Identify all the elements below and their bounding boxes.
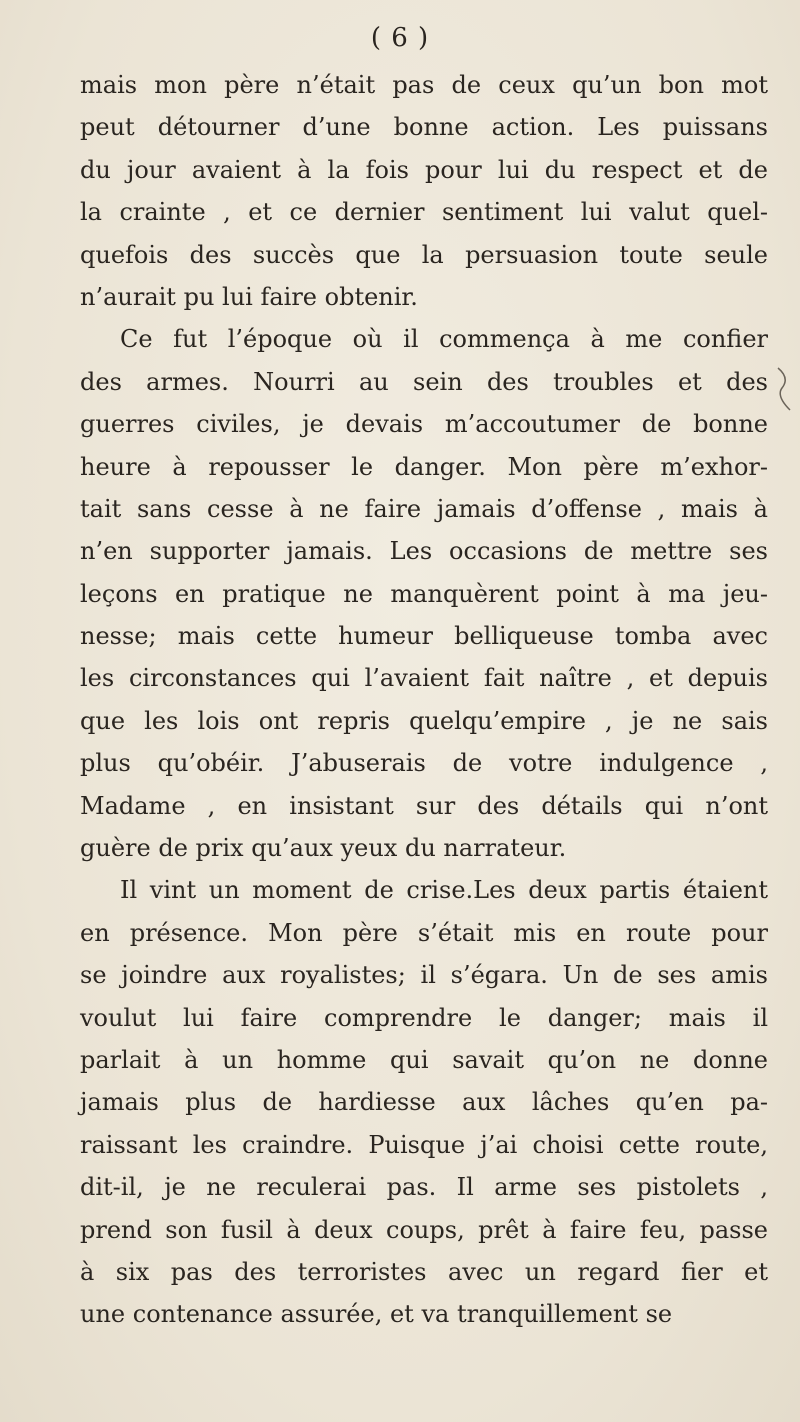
body-text <box>80 64 768 1336</box>
text-line: à six pas des terroristes avec un regard fier et <box>80 1257 768 1286</box>
text-line: prend son fusil à deux coups, prêt à faire feu, passe <box>80 1215 768 1244</box>
text-line: n’aurait pu lui faire obtenir. <box>80 282 418 311</box>
text-line: raissant les craindre. Puisque j’ai choisi cette route, <box>80 1130 768 1159</box>
text-line: en présence. Mon père s’était mis en route pour <box>80 918 768 947</box>
text-line: n’en supporter jamais. Les occasions de mettre ses <box>80 537 768 566</box>
text-line: les circonstances qui l’avaient fait naître , et depuis <box>80 664 768 693</box>
text-line: se joindre aux royalistes; il s’égara. Un de ses amis <box>80 961 768 990</box>
text-line: du jour avaient à la fois pour lui du respect et de <box>80 155 768 184</box>
text-line: plus qu’obéir. J’abuserais de votre indulgence , <box>80 749 768 778</box>
text-line: dit-il, je ne reculerai pas. Il arme ses pistolets , <box>80 1173 768 1202</box>
text-line: tait sans cesse à ne faire jamais d’offense , mais à <box>80 494 768 523</box>
text-line: Ce fut l’époque où il commença à me confier <box>120 325 768 354</box>
text-line: quefois des succès que la persuasion toute seule <box>80 240 768 269</box>
text-line: guère de prix qu’aux yeux du narrateur. <box>80 834 567 863</box>
text-line: parlait à un homme qui savait qu’on ne donne <box>80 1045 768 1074</box>
text-line: leçons en pratique ne manquèrent point à ma jeu- <box>80 579 768 608</box>
margin-bracket-mark <box>776 366 792 412</box>
text-line: voulut lui faire comprendre le danger; mais il <box>80 1003 768 1032</box>
text-line: des armes. Nourri au sein des troubles et des <box>80 367 768 396</box>
text-line: une contenance assurée, et va tranquillement se <box>80 1300 673 1329</box>
text-line: que les lois ont repris quelqu’empire , je ne sais <box>80 706 768 735</box>
text-line: la crainte , et ce dernier sentiment lui valut quel- <box>80 198 768 227</box>
text-line: Il vint un moment de crise.Les deux partis étaient <box>120 876 768 905</box>
text-line: jamais plus de hardiesse aux lâches qu’en pa- <box>80 1088 768 1117</box>
text-line: mais mon père n’était pas de ceux qu’un bon mot <box>80 71 768 99</box>
page-number: ( 6 ) <box>370 23 430 53</box>
text-line: guerres civiles, je devais m’accoutumer de bonne <box>80 410 768 439</box>
text-line: Madame , en insistant sur des détails qui n’ont <box>80 791 768 820</box>
text-line: nesse; mais cette humeur belliqueuse tomba avec <box>80 622 768 651</box>
text-line: peut détourner d’une bonne action. Les puissans <box>80 113 768 142</box>
text-line: heure à repousser le danger. Mon père m’exhor- <box>80 452 768 481</box>
